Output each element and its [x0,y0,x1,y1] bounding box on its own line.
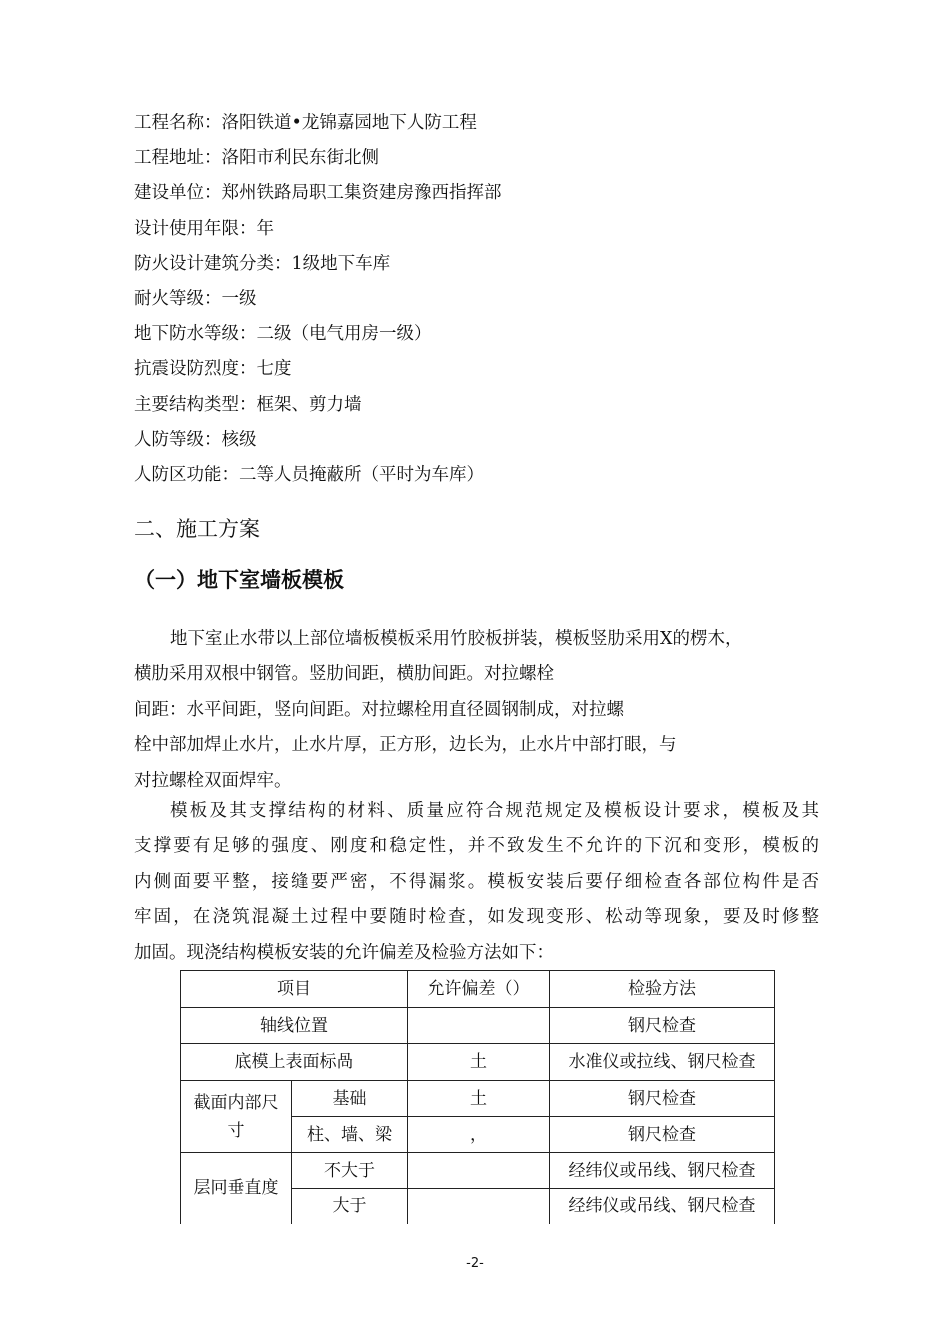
sub-heading: （一）地下室墙板模板 [134,568,344,592]
paragraph-line: 加固。现浇结构模板安装的允许偏差及检验方法如下： [134,942,554,963]
info-civil-defense-function: 人防区功能：二等人员掩蔽所（平时为车库） [134,464,484,485]
paragraph-wall-formwork [134,622,819,799]
paragraph-line: 地下室止水带以上部位墙板模板采用竹胶板拼装，模板竖肋采用X的楞木， [170,629,743,649]
paragraph-line: 间距：水平间距，竖向间距。对拉螺栓用直径圆钢制成，对拉螺 [134,699,624,720]
cell-method: 钢尺检查 [550,1117,775,1153]
cell-group-label [181,1081,292,1153]
cell-item: 大于 [292,1189,408,1224]
cell-tolerance [408,1008,550,1044]
cell-item: 基础 [292,1081,408,1117]
cell-item: 轴线位置 [181,1008,408,1044]
table-header-row [181,971,775,1008]
info-design-life: 设计使用年限：年 [134,218,274,239]
tolerance-table [180,970,775,1224]
paragraph-line: 横肋采用双根中钢管。竖肋间距，横肋间距。对拉螺栓 [134,664,554,685]
info-structure-type: 主要结构类型：框架、剪力墙 [134,394,362,415]
cell-item: 不大于 [292,1153,408,1189]
paragraph-line: 对拉螺栓双面焊牢。 [134,770,292,791]
paragraph-line: 内侧面要平整，接缝要严密，不得漏浆。模板安装后要仔细检查各部位构件是否 [134,871,819,892]
info-waterproof-grade: 地下防水等级：二级（电气用房一级） [134,324,432,345]
section-heading: 二、施工方案 [134,517,260,541]
cell-tolerance [408,1189,550,1224]
cell-item: 底模上表面标咼 [181,1044,408,1081]
info-project-address: 工程地址：洛阳市利民东街北侧 [134,148,379,169]
header-method: 检验方法 [550,971,775,1008]
info-fire-rating: 耐火等级：一级 [134,288,257,309]
info-project-name: 工程名称：洛阳铁道•龙锦嘉园地下人防工程 [134,113,477,133]
cell-tolerance: ， [408,1117,550,1153]
info-fire-class: 防火设计建筑分类：1级地下车库 [134,253,391,274]
group-label-text: 截面内部尺寸 [193,1092,279,1141]
cell-tolerance: 土 [408,1081,550,1117]
paragraph-line: 模板及其支撑结构的材料、质量应符合规范规定及模板设计要求，模板及其 [170,801,819,821]
project-info [134,106,502,493]
cell-item: 柱、墙、梁 [292,1117,408,1153]
info-seismic-intensity: 抗震设防烈度：七度 [134,359,292,380]
cell-tolerance [408,1153,550,1189]
cell-tolerance: 土 [408,1044,550,1081]
page-number: -2- [466,1256,484,1271]
table-row [181,1081,775,1117]
info-builder: 建设单位：郑州铁路局职工集资建房豫西指挥部 [134,183,502,204]
paragraph-line: 牢固，在浇筑混凝土过程中要随时检查，如发现变形、松动等现象，要及时修整 [134,907,819,928]
cell-method: 钢尺检查 [550,1008,775,1044]
paragraph-line: 栓中部加焊止水片，止水片厚，正方形，边长为，止水片中部打眼，与 [134,735,677,756]
cell-method: 经纬仪或吊线、钢尺检查 [550,1153,775,1189]
cell-group-label: 层冋垂直度 [181,1153,292,1224]
header-item: 项目 [181,971,408,1008]
cell-method: 经纬仪或吊线、钢尺检查 [550,1189,775,1224]
paragraph-formwork-requirements [134,794,819,971]
table-row [181,1044,775,1081]
paragraph-line: 支撑要有足够的强度、刚度和稳定性，并不致发生不允许的下沉和变形，模板的 [134,836,819,857]
header-tolerance: 允许偏差（） [408,971,550,1008]
info-civil-defense-grade: 人防等级：核级 [134,429,257,450]
table-row [181,1153,775,1189]
cell-method: 钢尺检查 [550,1081,775,1117]
table-row [181,1008,775,1044]
cell-method: 水准仪或拉线、钢尺检查 [550,1044,775,1081]
